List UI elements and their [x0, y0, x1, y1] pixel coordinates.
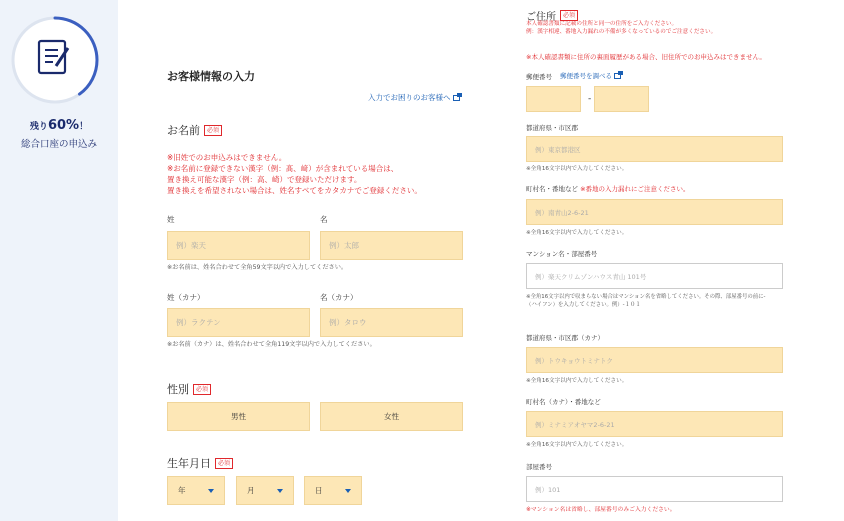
room-input[interactable]: 例）101	[526, 476, 783, 502]
chevron-down-icon	[277, 489, 283, 493]
room-label: 部屋番号	[526, 463, 552, 471]
birthdate-heading-label: 生年月日	[167, 457, 211, 470]
mei-kana-label: 名（カナ）	[320, 293, 358, 302]
chevron-down-icon	[208, 489, 214, 493]
pref-input[interactable]: 例）東京都港区	[526, 136, 783, 162]
gender-heading-label: 性別	[167, 383, 189, 396]
name-heading	[167, 122, 222, 138]
gender-heading	[167, 381, 211, 397]
address-note-line: 本人確認書類に記載の住所と同一の住所をご入力ください。	[526, 21, 678, 27]
progress-remaining	[0, 118, 118, 133]
zip-label: 郵便番号	[526, 73, 552, 81]
town-kana-input[interactable]: 例）ミナミアオヤマ2-6-21	[526, 411, 783, 437]
building-note-line: ※全角16文字以内で収まらない場合はマンション名を省略してください。その際、部屋番号の前に-	[526, 294, 766, 300]
external-link-icon	[453, 95, 460, 101]
town-label	[526, 184, 690, 193]
name-warning-line: 置き換え可能な漢字（例：高、崎）で登録いただけます。	[167, 175, 362, 184]
name-note: ※お名前は、姓名合わせて全角59文字以内で入力してください。	[167, 264, 348, 271]
pref-kana-input[interactable]: 例）トウキョウトミナトク	[526, 347, 783, 373]
town-warning: ※番地の入力漏れにご注意ください。	[580, 185, 690, 193]
town-label-text: 町村名・番地など	[526, 185, 578, 193]
zip-lookup-label: 郵便番号を調べる	[560, 72, 612, 80]
pref-note: ※全角16文字以内で入力してください。	[526, 166, 628, 172]
chevron-down-icon	[345, 489, 351, 493]
building-input[interactable]: 例）楽天クリムゾンハウス青山 101号	[526, 263, 783, 289]
birth-year-select[interactable]	[167, 476, 225, 505]
birth-year-value: 年	[178, 486, 186, 495]
birthdate-heading	[167, 455, 233, 471]
required-badge: 必須	[193, 384, 211, 395]
mei-label: 名	[320, 215, 328, 224]
pref-kana-note: ※全角16文字以内で入力してください。	[526, 378, 628, 384]
sei-kana-input[interactable]: 例）ラクテン	[167, 308, 310, 337]
address-note	[526, 20, 716, 36]
address-heading-label: ご住所	[526, 12, 556, 23]
zip-second-input[interactable]	[594, 86, 649, 112]
zip-first-input[interactable]	[526, 86, 581, 112]
application-type: 総合口座の申込み	[20, 139, 97, 150]
gender-male-button[interactable]: 男性	[167, 402, 310, 431]
required-badge: 必須	[204, 125, 222, 136]
help-link-label: 入力でお困りのお客様へ	[368, 93, 451, 102]
gender-female-button[interactable]: 女性	[320, 402, 463, 431]
town-kana-note: ※全角16文字以内で入力してください。	[526, 442, 628, 448]
required-badge: 必須	[215, 458, 233, 469]
town-kana-label: 町村名（カナ）・番地など	[526, 398, 601, 406]
sei-kana-label: 姓（カナ）	[167, 293, 205, 302]
town-input[interactable]: 例）南青山2-6-21	[526, 199, 783, 225]
birth-month-select[interactable]	[236, 476, 294, 505]
pref-kana-label: 都道府県・市区郡（カナ）	[526, 334, 604, 342]
name-warning-line: ※旧姓でのお申込みはできません。	[167, 153, 287, 162]
name-warning-line: ※お名前に登録できない漢字（例：髙、﨑）が含まれている場合は、	[167, 164, 399, 173]
address-note-line: 例：漢字相違、番地入力漏れの不備が多くなっているのでご注意ください。	[526, 29, 717, 35]
sei-input[interactable]: 例）楽天	[167, 231, 310, 260]
birth-day-select[interactable]	[304, 476, 362, 505]
external-link-icon	[614, 73, 621, 79]
mei-input[interactable]: 例）太郎	[320, 231, 463, 260]
sei-label: 姓	[167, 215, 175, 224]
help-link[interactable]	[368, 92, 460, 103]
name-kana-note: ※お名前（カナ）は、姓名合わせて全角119文字以内で入力してください。	[167, 341, 376, 348]
building-note	[526, 293, 766, 309]
zip-lookup-link[interactable]	[560, 71, 621, 80]
progress-prefix: 残り	[29, 122, 48, 132]
name-warning	[167, 152, 422, 196]
customer-info-title: お客様情報の入力	[167, 70, 255, 83]
building-note-line: （ハイフン）を入力してください。例）-１０１	[526, 302, 641, 308]
progress-suffix: ！	[79, 122, 89, 132]
progress-percent: 60%	[47, 118, 80, 133]
progress-sidebar	[0, 0, 118, 521]
required-badge: 必須	[560, 10, 578, 21]
room-warning: ※マンション名は省略し、部屋番号のみご入力ください。	[526, 507, 676, 513]
zip-separator: -	[588, 94, 592, 104]
name-heading-label: お名前	[167, 124, 200, 137]
address-warning: ※本人確認書類に住所の裏面履歴がある場合、旧住所でのお申込みはできません。	[526, 53, 766, 61]
mei-kana-input[interactable]: 例）タロウ	[320, 308, 463, 337]
pref-label: 都道府県・市区郡	[526, 124, 578, 132]
birth-day-value: 日	[315, 486, 323, 495]
town-note: ※全角16文字以内で入力してください。	[526, 230, 628, 236]
document-edit-icon	[36, 38, 72, 78]
name-warning-line: 置き換えを希望されない場合は、姓名すべてをカタカナでご登録ください。	[167, 186, 422, 195]
birth-month-value: 月	[247, 486, 255, 495]
building-label: マンション名・部屋番号	[526, 250, 598, 258]
